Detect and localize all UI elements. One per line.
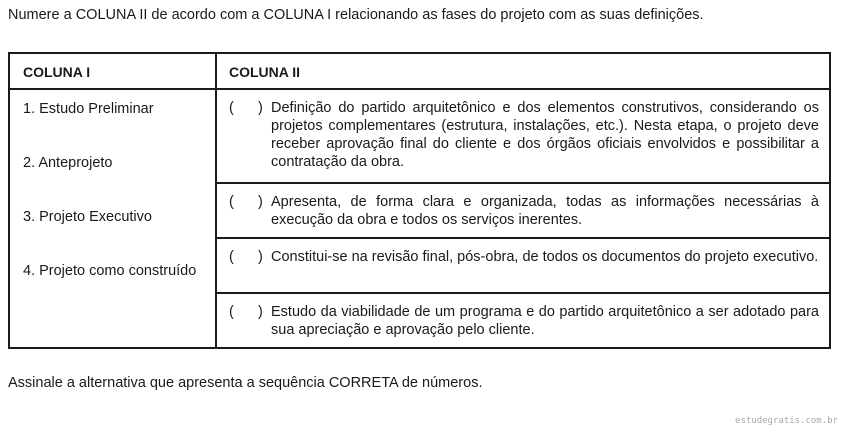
header-coluna-2: COLUNA II: [229, 64, 301, 80]
answer-blank-2[interactable]: ( ): [229, 194, 263, 210]
phase-item-3: 3. Projeto Executivo: [23, 209, 152, 225]
site-watermark: estudegratis.com.br: [735, 416, 838, 426]
intro-text: Numere a COLUNA II de acordo com a COLUNA I relacionando as fases do projeto com as suas definições.: [8, 7, 704, 23]
table-header-row: [10, 54, 829, 90]
phase-item-1: 1. Estudo Preliminar: [23, 101, 154, 117]
definition-row-3: [217, 239, 829, 294]
answer-blank-1[interactable]: ( ): [229, 100, 263, 116]
definition-row-2: [217, 184, 829, 239]
phase-item-4: 4. Projeto como construído: [23, 263, 197, 279]
answer-blank-3[interactable]: ( ): [229, 249, 263, 265]
definition-text-3: Constitui-se na revisão final, pós-obra, de todos os documentos do projeto executivo.: [271, 249, 819, 265]
header-coluna-1: COLUNA I: [23, 64, 91, 80]
matching-table: [8, 52, 831, 349]
question-text: Assinale a alternativa que apresenta a sequência CORRETA de números.: [8, 375, 483, 391]
definition-row-4: [217, 294, 829, 347]
definition-text-2: Apresenta, de forma clara e organizada, todas as informações necessárias à execução da obra e todos os serviços inerentes.: [271, 194, 819, 228]
definition-text-4: Estudo da viabilidade de um programa e do partido arquitetônico a ser adotado para sua apreciação e aprovação pelo cliente.: [271, 304, 819, 338]
phase-item-2: 2. Anteprojeto: [23, 155, 113, 171]
definition-text-1: Definição do partido arquitetônico e dos elementos construtivos, considerando os projetos complementares (estrutura, instalações, etc.). Nesta etapa, o projeto deve receber aprovação final do cliente e dos órgãos oficiais envolvidos e possibilitar a contratação da obra.: [271, 100, 819, 170]
answer-blank-4[interactable]: ( ): [229, 304, 263, 320]
definition-row-1: [217, 90, 829, 184]
